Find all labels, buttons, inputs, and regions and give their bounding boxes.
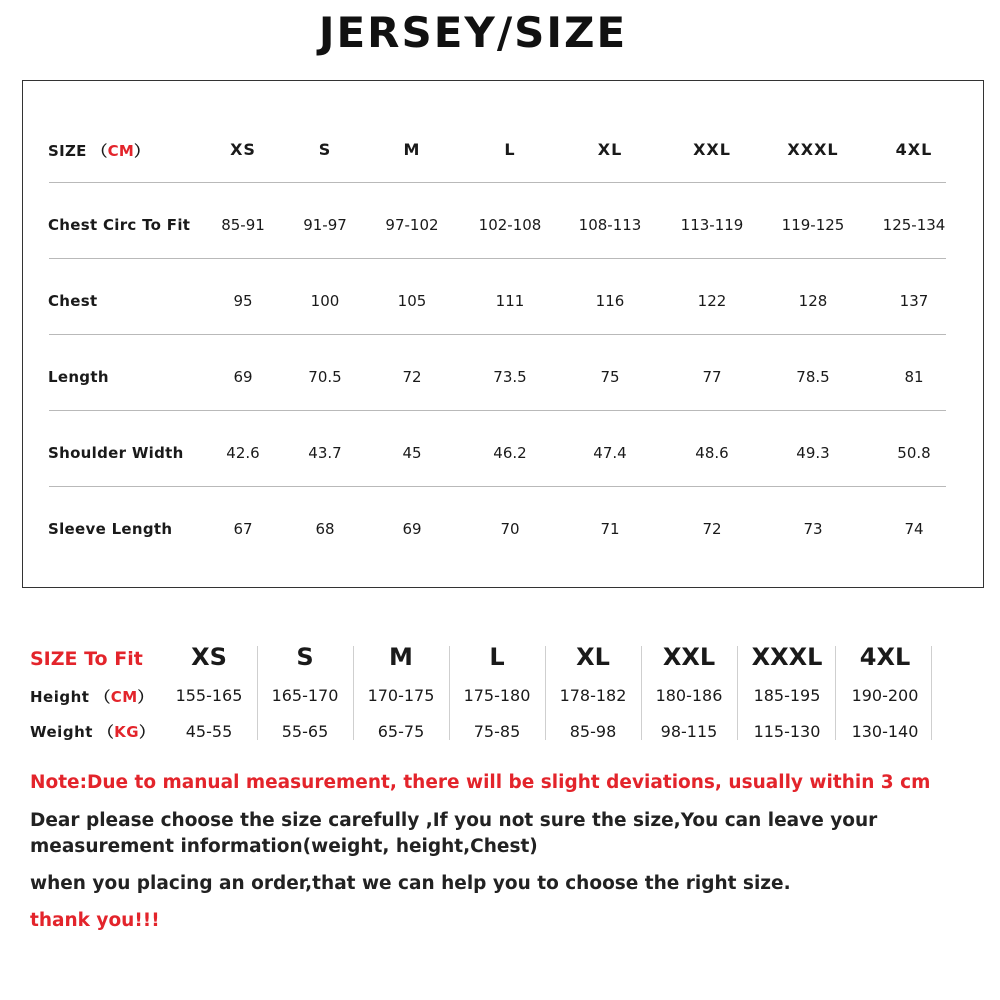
row-divider: [49, 334, 946, 335]
size-column-header: XXXL: [787, 140, 839, 159]
table-cell: 128: [798, 292, 828, 310]
height-cell: 180-186: [655, 686, 723, 705]
column-divider: [737, 646, 738, 740]
table-cell: 46.2: [493, 444, 527, 462]
thanks-text: thank you!!!: [30, 910, 160, 931]
table-cell: 71: [600, 520, 620, 538]
table-cell: 105: [397, 292, 427, 310]
weight-cell: 65-75: [377, 722, 425, 741]
table-cell: 48.6: [695, 444, 729, 462]
page-title: JERSEY/SIZE: [318, 8, 628, 57]
note-text: Note:Due to manual measurement, there will be slight deviations, usually within 3 cm: [30, 772, 931, 793]
table-cell: 72: [702, 520, 722, 538]
instruction-line-3: when you placing an order,that we can help you to choose the right size.: [30, 873, 791, 894]
row-divider: [49, 410, 946, 411]
row-label: Length: [48, 368, 109, 386]
table-cell: 108-113: [578, 216, 642, 234]
weight-cell: 115-130: [753, 722, 821, 741]
measurement-table: [22, 80, 984, 588]
weight-label: Weight （KG）: [30, 723, 155, 741]
table-cell: 69: [233, 368, 253, 386]
table-cell: 116: [595, 292, 625, 310]
table-row: [23, 362, 983, 392]
table-cell: 119-125: [781, 216, 845, 234]
table-cell: 137: [899, 292, 929, 310]
table-cell: 97-102: [385, 216, 439, 234]
fit-size-header: 4XL: [859, 643, 911, 671]
table-cell: 111: [495, 292, 525, 310]
table-cell: 45: [402, 444, 422, 462]
row-divider: [49, 182, 946, 183]
weight-cell: 98-115: [660, 722, 718, 741]
size-column-header: XXL: [693, 140, 731, 159]
table-cell: 50.8: [897, 444, 931, 462]
fit-size-header: L: [489, 643, 505, 671]
instruction-line-1: Dear please choose the size carefully ,If you not sure the size,You can leave your: [30, 810, 878, 831]
table-cell: 100: [310, 292, 340, 310]
table-cell: 73.5: [493, 368, 527, 386]
height-cell: 175-180: [463, 686, 531, 705]
table-cell: 74: [904, 520, 924, 538]
row-label: Shoulder Width: [48, 444, 184, 462]
row-divider: [49, 258, 946, 259]
table-cell: 81: [904, 368, 924, 386]
size-column-header: S: [318, 140, 332, 159]
table-cell: 95: [233, 292, 253, 310]
fit-size-header: XXXL: [751, 643, 823, 671]
fit-size-header: S: [296, 643, 314, 671]
fit-size-header: XL: [576, 643, 610, 671]
size-column-header: 4XL: [895, 140, 933, 159]
height-cell: 155-165: [175, 686, 243, 705]
weight-cell: 55-65: [281, 722, 329, 741]
table-cell: 42.6: [226, 444, 260, 462]
size-column-header: XL: [597, 140, 623, 159]
table-cell: 73: [803, 520, 823, 538]
table-cell: 43.7: [308, 444, 342, 462]
fit-size-header: M: [389, 643, 413, 671]
size-column-header: XS: [230, 140, 256, 159]
table-cell: 78.5: [796, 368, 830, 386]
table-cell: 113-119: [680, 216, 744, 234]
table-cell: 72: [402, 368, 422, 386]
table-cell: 91-97: [303, 216, 347, 234]
table-cell: 102-108: [478, 216, 542, 234]
weight-cell: 130-140: [851, 722, 919, 741]
row-label: Sleeve Length: [48, 520, 173, 538]
height-cell: 190-200: [851, 686, 919, 705]
size-column-header: M: [403, 140, 421, 159]
size-header-label: SIZE （CM）: [48, 142, 150, 160]
table-cell: 125-134: [882, 216, 946, 234]
weight-cell: 75-85: [473, 722, 521, 741]
size-column-header: L: [504, 140, 516, 159]
weight-cell: 85-98: [569, 722, 617, 741]
size-to-fit-label: SIZE To Fit: [30, 648, 143, 670]
table-cell: 122: [697, 292, 727, 310]
fit-size-header: XXL: [662, 643, 716, 671]
table-cell: 70: [500, 520, 520, 538]
height-cell: 178-182: [559, 686, 627, 705]
table-cell: 85-91: [221, 216, 265, 234]
column-divider: [835, 646, 836, 740]
height-cell: 185-195: [753, 686, 821, 705]
fit-size-header: XS: [191, 643, 227, 671]
table-cell: 70.5: [308, 368, 342, 386]
instruction-line-2: measurement information(weight, height,Chest): [30, 836, 538, 857]
table-cell: 75: [600, 368, 620, 386]
table-row: [23, 514, 983, 544]
table-cell: 77: [702, 368, 722, 386]
table-header-row: [23, 134, 983, 164]
weight-cell: 45-55: [185, 722, 233, 741]
height-cell: 165-170: [271, 686, 339, 705]
table-row: [23, 286, 983, 316]
table-cell: 69: [402, 520, 422, 538]
table-cell: 67: [233, 520, 253, 538]
row-divider: [49, 486, 946, 487]
table-cell: 49.3: [796, 444, 830, 462]
table-cell: 68: [315, 520, 335, 538]
table-row: [23, 438, 983, 468]
row-label: Chest: [48, 292, 98, 310]
table-cell: 47.4: [593, 444, 627, 462]
row-label: Chest Circ To Fit: [48, 216, 191, 234]
height-label: Height （CM）: [30, 688, 154, 706]
table-row: [23, 210, 983, 240]
height-cell: 170-175: [367, 686, 435, 705]
